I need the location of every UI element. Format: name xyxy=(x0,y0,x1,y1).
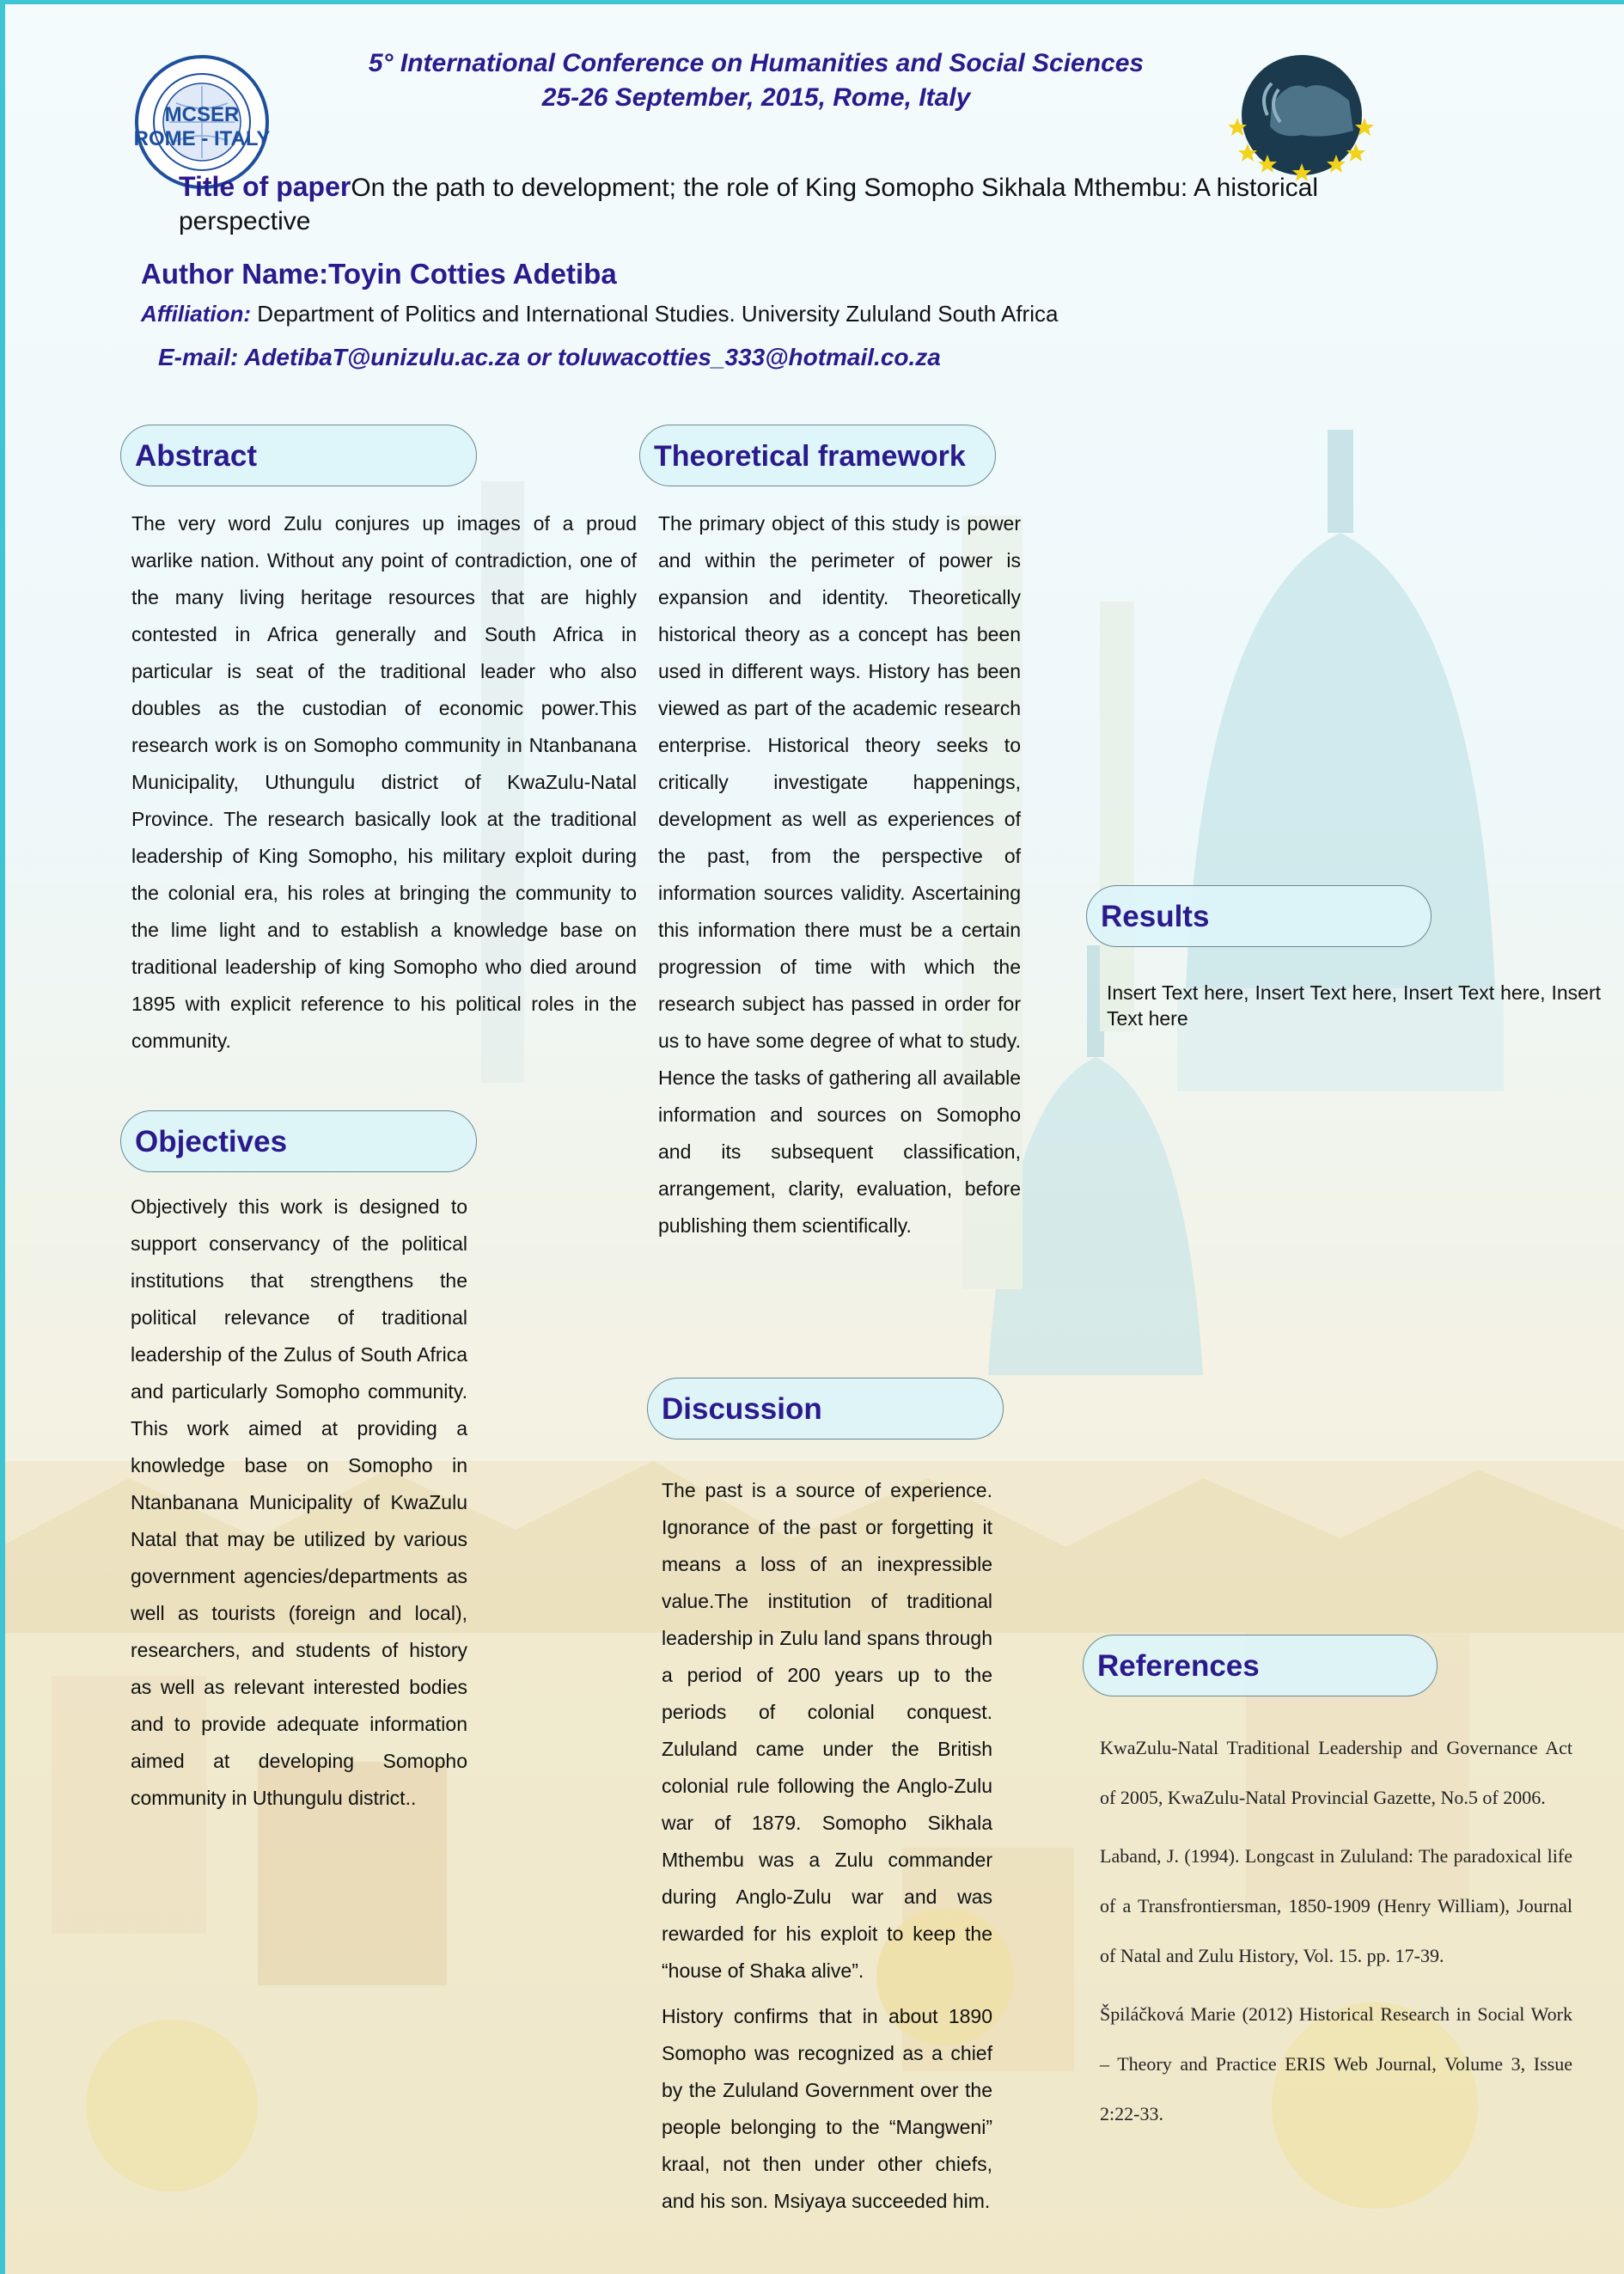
discussion-heading: Discussion xyxy=(647,1378,1004,1440)
results-heading: Results xyxy=(1086,885,1432,947)
results-text: Insert Text here, Insert Text here, Insert Text here, Insert Text here xyxy=(1107,981,1601,1030)
theoretical-framework-text: The primary object of this study is power and within the perimeter of power is expansion and identity. Theoretically historical theory as a concept has been used in different ways. History has been viewed as part of the academic research enterprise. Historical theory seeks to critically investigate happenings, development as well as experiences of the past, from the perspective of information sources validity. Ascertaining this information there must be a certain progression of time with which the research subject has passed in order for us to have some degree of what to study. Hence the tasks of gathering all available information and sources on Somopho and its subsequent classification, arrangement, clarity, evaluation, before publishing them scientifically. xyxy=(658,512,1021,1237)
conference-date-place: 25-26 September, 2015, Rome, Italy xyxy=(541,83,971,112)
author-email: E-mail: AdetibaT@unizulu.ac.za or toluwacotties_333@hotmail.co.za xyxy=(158,344,941,370)
reference-item: KwaZulu-Natal Traditional Leadership and Governance Act of 2005, KwaZulu-Natal Provincial Gazette, No.5 of 2006. xyxy=(1100,1737,1572,1808)
affiliation xyxy=(141,301,1058,327)
theoretical-framework-body xyxy=(658,505,1021,1244)
references-list xyxy=(1100,1723,1572,2148)
abstract-body xyxy=(131,505,637,1060)
conference-header xyxy=(241,46,1272,115)
paper-title xyxy=(179,170,1382,238)
title-label: Title of paper xyxy=(179,171,351,202)
logo-left-text: MCSER ROME - ITALY xyxy=(133,103,271,150)
abstract-text: The very word Zulu conjures up images of a proud warlike nation. Without any point of contradiction, one of the many living heritage resources that are highly contested in Africa generally and South Africa in particular is seat of the traditional leader who also doubles as the custodian of economic power.This research work is on Somopho community in Ntanbanana Municipality, Uthungulu district of KwaZulu-Natal Province. The research basically look at the traditional leadership of King Somopho, his military exploit during the colonial era, his roles at bringing the community to the lime light and to establish a knowledge base on traditional leadership of king Somopho who died around 1895 with explicit reference to his political roles in the community. xyxy=(131,512,637,1052)
discussion-paragraph-2: History confirms that in about 1890 Somopho was recognized as a chief by the Zululand Government over the people belonging to the “Mangweni” kraal, not then under other chiefs, and his son. Msiyaya succeeded him. xyxy=(662,2005,992,2212)
frame-left-border xyxy=(0,0,5,2274)
title-text: On the path to development; the role of King Somopho Sikhala Mthembu: A historical perspective xyxy=(179,174,1319,235)
results-body xyxy=(1107,980,1601,1031)
objectives-text: Objectively this work is designed to support conservancy of the political institutions that strengthens the political relevance of traditional leadership of the Zulus of South Africa and particularly Somopho community. This work aimed at providing a knowledge base on Somopho in Ntanbanana Municipality of KwaZulu Natal that may be utilized by various government agencies/departments as well as tourists (foreign and local), researchers, and students of history as well as relevant interested bodies and to provide adequate information aimed at developing Somopho community in Uthungulu district.. xyxy=(131,1195,467,1809)
frame-top-border xyxy=(0,0,1624,4)
theoretical-framework-heading: Theoretical framework xyxy=(639,425,996,486)
reference-item: Špiláčková Marie (2012) Historical Research in Social Work – Theory and Practice ERIS Web Journal, Volume 3, Issue 2:22-33. xyxy=(1100,2003,1572,2124)
conference-name: 5° International Conference on Humanities and Social Sciences xyxy=(368,49,1145,77)
discussion-body xyxy=(662,1472,992,2220)
reference-item: Laband, J. (1994). Longcast in Zululand: The paradoxical life of a Transfrontiersman, 1850-1909 (Henry William), Journal of Natal and Zulu History, Vol. 15. pp. 17-39. xyxy=(1100,1845,1572,1966)
author-name: Author Name:Toyin Cotties Adetiba xyxy=(141,258,617,290)
affiliation-text: Department of Politics and International Studies. University Zululand South Africa xyxy=(251,301,1059,327)
discussion-paragraph-1: The past is a source of experience. Ignorance of the past or forgetting it means a loss of an inexpressible value.The institution of traditional leadership in Zulu land spans through a period of 200 years up to the periods of colonial conquest. Zululand came under the British colonial rule following the Anglo-Zulu war of 1879. Somopho Sikhala Mthembu was a Zulu commander during Anglo-Zulu war and was rewarded for his exploit to keep the “house of Shaka alive”. xyxy=(662,1479,992,1982)
objectives-body xyxy=(131,1189,467,1817)
affiliation-label: Affiliation: xyxy=(141,301,252,327)
abstract-heading: Abstract xyxy=(120,425,477,486)
references-heading: References xyxy=(1083,1635,1438,1696)
objectives-heading: Objectives xyxy=(120,1110,477,1172)
